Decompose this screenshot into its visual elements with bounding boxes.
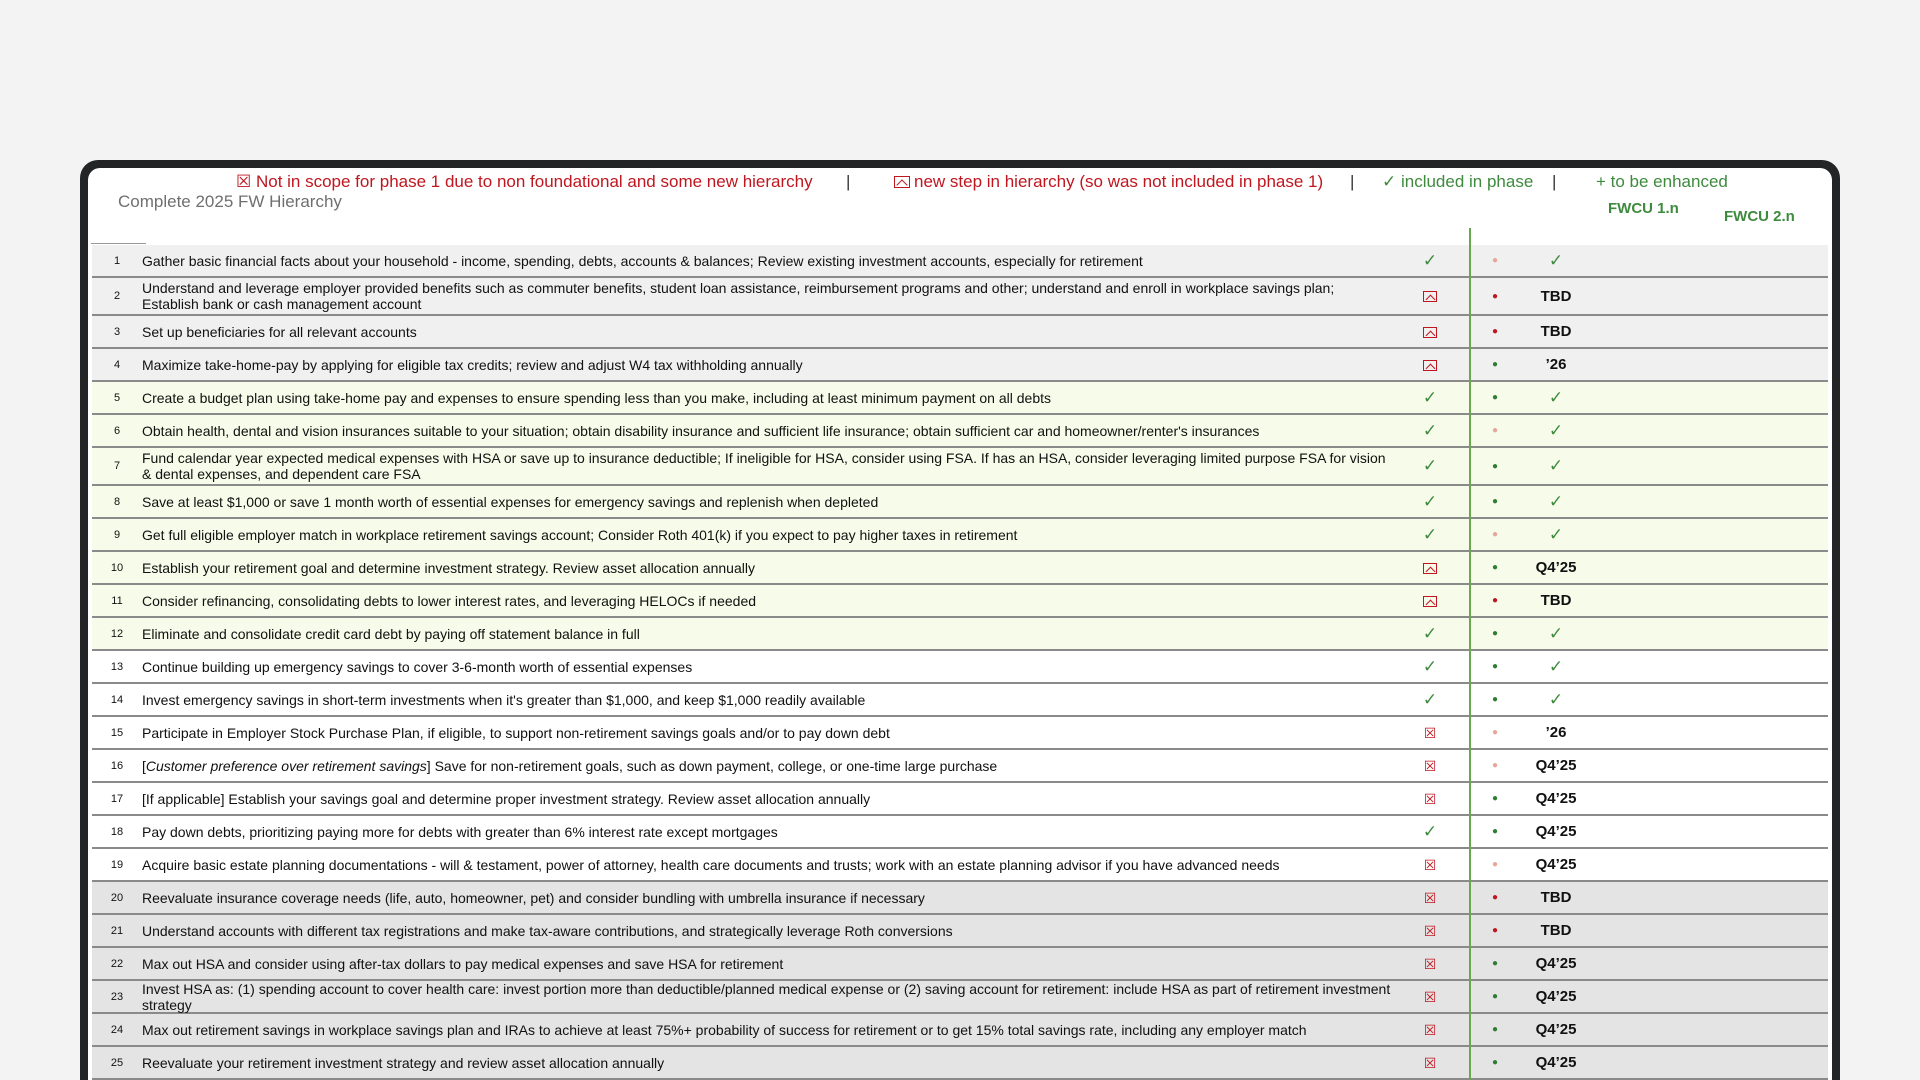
status-dot-icon: ●: [1491, 760, 1499, 771]
row-text-rest: ] Save for non-retirement goals, such as down payment, college, or one-time large purchase: [426, 757, 998, 774]
table-row: [92, 981, 1828, 1014]
table-row: [92, 278, 1828, 316]
fwcu1-status-not-in-scope: [1392, 888, 1468, 908]
check-icon: ✓: [1422, 524, 1438, 544]
fwcu1-status-not-in-scope: [1392, 723, 1468, 743]
table-row: [92, 816, 1828, 849]
row-step-text: Eliminate and consolidate credit card debt by paying off statement balance in full: [142, 625, 640, 642]
fwcu2-status: Q4’25: [1535, 1054, 1577, 1071]
table-row: [92, 717, 1828, 750]
status-dot-icon: ●: [1491, 826, 1499, 837]
row-text-prefix: [: [142, 757, 146, 774]
table-row: [92, 915, 1828, 948]
slide-screen: [88, 168, 1832, 1080]
row-number: 15: [110, 726, 124, 739]
new-step-icon: [1423, 360, 1437, 371]
row-number: 12: [110, 627, 124, 640]
status-dot-icon: ●: [1491, 1057, 1499, 1068]
fwcu1-status-included: [1392, 657, 1468, 677]
row-number: 10: [110, 561, 124, 574]
status-dot-icon: ●: [1491, 628, 1499, 639]
check-icon: ✓: [1422, 387, 1438, 407]
fwcu2-status: ✓: [1548, 689, 1564, 709]
hierarchy-table: [92, 245, 1828, 1080]
status-dot-icon: ●: [1491, 425, 1499, 436]
status-dot-icon: ●: [1491, 1024, 1499, 1035]
not-in-scope-icon: ☒: [1423, 757, 1437, 774]
row-number: 5: [113, 391, 121, 404]
page-title: Complete 2025 FW Hierarchy: [118, 192, 342, 211]
row-number: 11: [111, 594, 123, 607]
fwcu2-status: ✓: [1548, 387, 1564, 407]
status-dot-icon: ●: [1491, 727, 1499, 738]
row-number: 23: [110, 990, 124, 1003]
table-row: [92, 651, 1828, 684]
not-in-scope-icon: ☒: [1423, 1054, 1437, 1071]
fwcu2-status: TBD: [1540, 592, 1572, 609]
table-row: [92, 882, 1828, 915]
row-step-text: Pay down debts, prioritizing paying more for debts with greater than 6% interest rate except mortgages: [142, 823, 778, 840]
table-row: [92, 552, 1828, 585]
row-number: 4: [113, 358, 121, 371]
table-row: [92, 349, 1828, 382]
column-header-fwcu1: FWCU 1.n: [1608, 200, 1679, 217]
fwcu1-status-new-step: [1392, 286, 1468, 306]
status-dot-icon: ●: [1491, 392, 1499, 403]
row-step-text: Continue building up emergency savings to cover 3-6-month worth of essential expenses: [142, 658, 693, 675]
not-in-scope-icon: ☒: [1423, 790, 1437, 807]
status-dot-icon: ●: [1491, 255, 1499, 266]
row-step-text: Fund calendar year expected medical expenses with HSA or save up to insurance deductible; If ineligible for HSA, consider using FSA. If has an HSA, consider leveraging limited purpose FSA for vision & dental expenses, and dependent care FSA: [142, 450, 1386, 482]
fwcu1-status-included: [1392, 690, 1468, 710]
row-number: 13: [110, 660, 124, 673]
table-row: [92, 415, 1828, 448]
row-number: 21: [110, 924, 124, 937]
check-icon: ✓: [1422, 623, 1438, 643]
table-row: [92, 486, 1828, 519]
new-step-icon: [1423, 291, 1437, 302]
row-number: 25: [110, 1056, 124, 1069]
row-step-text: Understand and leverage employer provided benefits such as commuter benefits, student loan assistance, reimbursement programs and other; understand and enroll in workplace savings plan; Establish bank or cash management account: [142, 280, 1335, 312]
fwcu2-status: ’26: [1545, 356, 1567, 373]
fwcu2-status: ✓: [1548, 456, 1564, 475]
row-number: 9: [113, 528, 121, 541]
fwcu1-status-included: [1392, 822, 1468, 842]
row-step-text: [142, 758, 1392, 774]
legend-new-step: [894, 172, 1323, 192]
legend-separator: |: [846, 172, 851, 191]
fwcu1-status-not-in-scope: [1392, 756, 1468, 776]
new-step-icon: [894, 176, 910, 188]
fwcu1-status-included: [1392, 251, 1468, 271]
row-number: 20: [110, 891, 124, 904]
legend-not-in-scope: ☒ Not in scope for phase 1 due to non foundational and some new hierarchy: [236, 172, 813, 191]
fwcu1-status-not-in-scope: [1392, 954, 1468, 974]
table-row: [92, 1014, 1828, 1047]
row-step-text: [If applicable] Establish your savings goal and determine proper investment strategy. Review asset allocation annually: [142, 790, 871, 807]
row-step-text: Get full eligible employer match in workplace retirement savings account; Consider Roth 401(k) if you expect to pay higher taxes in retirement: [142, 526, 1018, 543]
check-icon: ✓: [1422, 491, 1438, 511]
fwcu1-status-included: [1392, 388, 1468, 408]
check-icon: ✓: [1422, 420, 1438, 440]
fwcu1-status-new-step: [1392, 558, 1468, 578]
status-dot-icon: ●: [1491, 529, 1499, 540]
fwcu1-status-not-in-scope: [1392, 1020, 1468, 1040]
check-icon: ✓: [1422, 689, 1438, 709]
new-step-icon: [1423, 327, 1437, 338]
row-number: 3: [113, 325, 121, 338]
row-step-text: Understand accounts with different tax registrations and make tax-aware contributions, and strategically leverage Roth conversions: [142, 922, 953, 939]
status-dot-icon: ●: [1491, 595, 1499, 606]
not-in-scope-icon: ☒: [1423, 955, 1437, 972]
fwcu2-status: TBD: [1540, 922, 1572, 939]
fwcu2-status: ✓: [1548, 656, 1564, 676]
legend-separator: |: [1552, 172, 1557, 191]
row-step-text: Save at least $1,000 or save 1 month worth of essential expenses for emergency savings and replenish when depleted: [142, 493, 879, 510]
table-row: [92, 245, 1828, 278]
fwcu1-status-included: [1392, 624, 1468, 644]
table-row: [92, 382, 1828, 415]
row-number: 18: [110, 825, 124, 838]
row-step-text: Invest emergency savings in short-term investments when it's greater than $1,000, and keep $1,000 readily available: [142, 691, 866, 708]
fwcu1-status-included: [1392, 421, 1468, 441]
fwcu1-status-not-in-scope: [1392, 921, 1468, 941]
fwcu1-status-included: [1392, 492, 1468, 512]
row-step-text: Reevaluate your retirement investment strategy and review asset allocation annually: [142, 1054, 665, 1071]
fwcu2-status: Q4’25: [1535, 856, 1577, 873]
row-step-text: Acquire basic estate planning documentations - will & testament, power of attorney, health care documents and trusts; work with an estate planning advisor if you have advanced needs: [142, 856, 1280, 873]
row-number: 19: [110, 858, 124, 871]
device-frame: [80, 160, 1840, 1080]
table-row: [92, 783, 1828, 816]
column-header-fwcu2: FWCU 2.n: [1724, 208, 1795, 225]
new-step-icon: [1423, 596, 1437, 607]
fwcu2-status: TBD: [1540, 889, 1572, 906]
fwcu1-status-not-in-scope: [1392, 1053, 1468, 1073]
not-in-scope-icon: ☒: [1423, 724, 1437, 741]
table-row: [92, 585, 1828, 618]
fwcu1-status-new-step: [1392, 322, 1468, 342]
fwcu2-status: ✓: [1548, 623, 1564, 643]
fwcu2-status: ✓: [1548, 420, 1564, 440]
row-number: 1: [113, 254, 121, 267]
fwcu2-status: Q4’25: [1535, 955, 1577, 972]
new-step-icon: [1423, 563, 1437, 574]
legend-included: ✓ included in phase: [1382, 172, 1534, 191]
row-number: 8: [113, 495, 121, 508]
row-number: 22: [110, 957, 124, 970]
table-row: [92, 849, 1828, 882]
row-step-text: Set up beneficiaries for all relevant accounts: [142, 323, 417, 340]
fwcu2-status: ✓: [1548, 491, 1564, 511]
not-in-scope-icon: ☒: [1423, 922, 1437, 939]
row-number: 17: [110, 792, 124, 805]
fwcu2-status: Q4’25: [1535, 823, 1577, 840]
status-dot-icon: ●: [1491, 359, 1499, 370]
table-row: [92, 448, 1828, 486]
fwcu2-status: Q4’25: [1535, 988, 1577, 1005]
column-divider: [1469, 228, 1471, 1080]
header-divider: [91, 243, 146, 244]
row-number: 16: [110, 759, 124, 772]
row-number: 2: [113, 290, 121, 302]
table-row: [92, 519, 1828, 552]
table-row: [92, 618, 1828, 651]
row-step-text: Max out HSA and consider using after-tax dollars to pay medical expenses and save HSA for retirement: [142, 955, 784, 972]
status-dot-icon: ●: [1491, 859, 1499, 870]
status-dot-icon: ●: [1491, 496, 1499, 507]
row-number: 14: [110, 693, 124, 706]
row-step-text: Max out retirement savings in workplace savings plan and IRAs to achieve at least 75%+ probability of success for retirement or to get 15% total savings rate, including any employer match: [142, 1021, 1307, 1038]
legend-new-step-label: new step in hierarchy (so was not included in phase 1): [914, 172, 1324, 191]
row-text-emphasis: Customer preference over retirement savings: [145, 757, 427, 774]
status-dot-icon: ●: [1491, 958, 1499, 969]
fwcu2-status: TBD: [1540, 323, 1572, 340]
legend-separator: |: [1350, 172, 1355, 191]
fwcu2-status: Q4’25: [1535, 1021, 1577, 1038]
fwcu2-status: ✓: [1548, 524, 1564, 544]
check-icon: ✓: [1422, 656, 1438, 676]
row-number: 7: [113, 460, 121, 472]
fwcu1-status-not-in-scope: [1392, 987, 1468, 1007]
status-dot-icon: ●: [1491, 892, 1499, 903]
fwcu1-status-included: [1392, 525, 1468, 545]
status-dot-icon: ●: [1491, 290, 1499, 302]
status-dot-icon: ●: [1491, 562, 1499, 573]
row-step-text: Obtain health, dental and vision insurances suitable to your situation; obtain disability insurance and sufficient life insurance; obtain sufficient car and homeowner/renter's insurances: [142, 422, 1260, 439]
row-step-text: Maximize take-home-pay by applying for eligible tax credits; review and adjust W4 tax withholding annually: [142, 356, 803, 373]
row-step-text: Participate in Employer Stock Purchase Plan, if eligible, to support non-retirement savings goals and/or to pay down debt: [142, 724, 890, 741]
fwcu2-status: ’26: [1545, 724, 1567, 741]
table-row: [92, 684, 1828, 717]
status-dot-icon: ●: [1491, 925, 1499, 936]
not-in-scope-icon: ☒: [1423, 889, 1437, 906]
fwcu1-status-new-step: [1392, 591, 1468, 611]
fwcu2-status: Q4’25: [1535, 790, 1577, 807]
not-in-scope-icon: ☒: [1423, 988, 1437, 1005]
row-step-text: Invest HSA as: (1) spending account to cover health care: invest portion more than deductible/planned medical expense or (2) saving account for retirement: include HSA as part of retirement investment strategy: [142, 980, 1391, 1013]
row-number: 24: [110, 1023, 124, 1036]
status-dot-icon: ●: [1491, 460, 1499, 472]
table-row: [92, 316, 1828, 349]
fwcu2-status: Q4’25: [1535, 757, 1577, 774]
not-in-scope-icon: ☒: [1423, 856, 1437, 873]
row-step-text: Reevaluate insurance coverage needs (life, auto, homeowner, pet) and consider bundling with umbrella insurance if necessary: [142, 889, 925, 906]
row-step-text: Establish your retirement goal and determine investment strategy. Review asset allocation annually: [142, 559, 755, 576]
table-row: [92, 750, 1828, 783]
table-row: [92, 1047, 1828, 1080]
table-row: [92, 948, 1828, 981]
status-dot-icon: ●: [1491, 793, 1499, 804]
status-dot-icon: ●: [1491, 661, 1499, 672]
fwcu2-status: ✓: [1548, 250, 1564, 270]
row-step-text: Gather basic financial facts about your household - income, spending, debts, accounts & balances; Review existing investment accounts, especially for retirement: [142, 252, 1143, 269]
check-icon: ✓: [1422, 821, 1438, 841]
fwcu1-status-not-in-scope: [1392, 789, 1468, 809]
not-in-scope-icon: ☒: [1423, 1021, 1437, 1038]
fwcu2-status: Q4’25: [1535, 559, 1577, 576]
row-step-text: Create a budget plan using take-home pay and expenses to ensure spending less than you make, including at least minimum payment on all debts: [142, 389, 1051, 406]
legend: [88, 172, 1832, 194]
fwcu1-status-included: [1392, 456, 1468, 476]
status-dot-icon: ●: [1491, 326, 1499, 337]
check-icon: ✓: [1422, 456, 1438, 475]
status-dot-icon: ●: [1491, 991, 1499, 1002]
row-number: 6: [113, 424, 121, 437]
check-icon: ✓: [1422, 250, 1438, 270]
row-step-text: Consider refinancing, consolidating debts to lower interest rates, and leveraging HELOCs if needed: [142, 592, 757, 609]
fwcu1-status-new-step: [1392, 355, 1468, 375]
status-dot-icon: ●: [1491, 694, 1499, 705]
fwcu1-status-not-in-scope: [1392, 855, 1468, 875]
fwcu2-status: TBD: [1540, 287, 1572, 305]
legend-enhanced: + to be enhanced: [1596, 172, 1728, 191]
